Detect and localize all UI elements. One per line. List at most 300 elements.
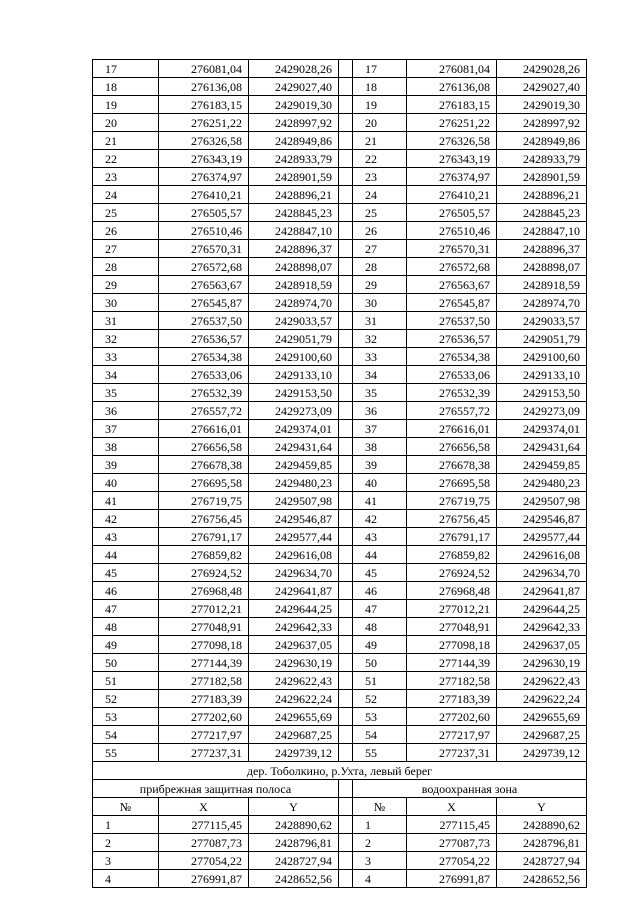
coord-x: 276572,68: [159, 258, 249, 276]
coordinates-document: [92, 59, 586, 888]
coord-y: 2429616,08: [497, 546, 587, 564]
point-number: 37: [93, 420, 159, 438]
coord-x: 276536,57: [159, 330, 249, 348]
header-number-right: №: [353, 798, 407, 816]
column-gap: [339, 636, 353, 654]
column-gap: [339, 222, 353, 240]
table-row: [93, 672, 587, 690]
table-row: [93, 582, 587, 600]
column-gap: [339, 618, 353, 636]
column-gap: [339, 384, 353, 402]
table-row: [93, 204, 587, 222]
table-row: [93, 222, 587, 240]
point-number: 36: [353, 402, 407, 420]
point-number: 44: [353, 546, 407, 564]
column-gap: [339, 348, 353, 366]
coord-y: 2428896,37: [497, 240, 587, 258]
point-number: 22: [93, 150, 159, 168]
coord-y: 2428997,92: [249, 114, 339, 132]
coord-x: 276505,57: [159, 204, 249, 222]
coord-y: 2429622,24: [497, 690, 587, 708]
column-gap: [339, 312, 353, 330]
coord-x: 277012,21: [407, 600, 497, 618]
top-rows: [93, 60, 587, 762]
point-number: 54: [93, 726, 159, 744]
column-gap: [339, 204, 353, 222]
point-number: 45: [93, 564, 159, 582]
table-row: [93, 834, 587, 852]
table-row: [93, 816, 587, 834]
column-gap: [339, 366, 353, 384]
coord-x: 276616,01: [159, 420, 249, 438]
coord-x: 276537,50: [407, 312, 497, 330]
point-number: 51: [353, 672, 407, 690]
coord-y: 2429507,98: [249, 492, 339, 510]
coord-x: 276081,04: [159, 60, 249, 78]
point-number: 21: [93, 132, 159, 150]
coord-y: 2429687,25: [497, 726, 587, 744]
coord-x: 276081,04: [407, 60, 497, 78]
column-gap: [339, 402, 353, 420]
coord-x: 277237,31: [159, 744, 249, 762]
left-subtitle: прибрежная защитная полоса: [93, 780, 339, 798]
coord-y: 2428949,86: [249, 132, 339, 150]
coord-y: 2429153,50: [497, 384, 587, 402]
coord-x: 276326,58: [159, 132, 249, 150]
point-number: 46: [93, 582, 159, 600]
column-gap: [339, 744, 353, 762]
point-number: 29: [93, 276, 159, 294]
coord-y: 2429739,12: [249, 744, 339, 762]
table-row: [93, 654, 587, 672]
coord-y: 2428796,81: [497, 834, 587, 852]
coord-y: 2429459,85: [249, 456, 339, 474]
subtitle-row: [93, 780, 587, 798]
point-number: 35: [93, 384, 159, 402]
coord-x: 276510,46: [159, 222, 249, 240]
section-title-row: [93, 762, 587, 780]
coord-y: 2429642,33: [497, 618, 587, 636]
coord-x: 276536,57: [407, 330, 497, 348]
coord-x: 276924,52: [407, 564, 497, 582]
point-number: 33: [93, 348, 159, 366]
coord-x: 277098,18: [159, 636, 249, 654]
coord-x: 276545,87: [407, 294, 497, 312]
point-number: 4: [353, 870, 407, 888]
point-number: 3: [353, 852, 407, 870]
coord-y: 2428974,70: [497, 294, 587, 312]
column-gap: [339, 240, 353, 258]
point-number: 44: [93, 546, 159, 564]
table-row: [93, 456, 587, 474]
column-gap: [339, 726, 353, 744]
coord-y: 2429739,12: [497, 744, 587, 762]
point-number: 28: [93, 258, 159, 276]
coord-x: 277048,91: [407, 618, 497, 636]
point-number: 40: [353, 474, 407, 492]
coord-y: 2428896,37: [249, 240, 339, 258]
coord-y: 2429644,25: [497, 600, 587, 618]
coord-y: 2428997,92: [497, 114, 587, 132]
coord-y: 2429019,30: [249, 96, 339, 114]
point-number: 52: [353, 690, 407, 708]
coord-y: 2429028,26: [497, 60, 587, 78]
coord-y: 2429634,70: [497, 564, 587, 582]
point-number: 23: [93, 168, 159, 186]
point-number: 43: [93, 528, 159, 546]
point-number: 31: [353, 312, 407, 330]
coord-y: 2429133,10: [249, 366, 339, 384]
section-title: дер. Тоболкино, р.Ухта, левый берег: [93, 762, 587, 780]
point-number: 55: [93, 744, 159, 762]
table-row: [93, 258, 587, 276]
point-number: 47: [353, 600, 407, 618]
column-gap: [339, 132, 353, 150]
coord-y: 2429655,69: [497, 708, 587, 726]
coord-x: 276791,17: [159, 528, 249, 546]
coord-y: 2429655,69: [249, 708, 339, 726]
coord-x: 277217,97: [159, 726, 249, 744]
coord-y: 2429630,19: [249, 654, 339, 672]
point-number: 18: [353, 78, 407, 96]
coord-x: 276859,82: [407, 546, 497, 564]
column-gap: [339, 60, 353, 78]
coord-x: 276991,87: [407, 870, 497, 888]
coord-y: 2429622,43: [249, 672, 339, 690]
point-number: 49: [353, 636, 407, 654]
coord-y: 2429616,08: [249, 546, 339, 564]
coord-y: 2428890,62: [249, 816, 339, 834]
coord-y: 2428845,23: [497, 204, 587, 222]
coord-y: 2429577,44: [497, 528, 587, 546]
column-gap: [339, 528, 353, 546]
point-number: 40: [93, 474, 159, 492]
point-number: 24: [353, 186, 407, 204]
coord-x: 276991,87: [159, 870, 249, 888]
column-gap: [339, 168, 353, 186]
coord-y: 2428727,94: [249, 852, 339, 870]
point-number: 52: [93, 690, 159, 708]
coord-x: 276678,38: [159, 456, 249, 474]
column-gap: [339, 546, 353, 564]
point-number: 32: [93, 330, 159, 348]
coord-y: 2428845,23: [249, 204, 339, 222]
table-row: [93, 438, 587, 456]
coord-y: 2429374,01: [497, 420, 587, 438]
point-number: 33: [353, 348, 407, 366]
point-number: 1: [93, 816, 159, 834]
coord-y: 2429273,09: [249, 402, 339, 420]
coord-x: 276251,22: [159, 114, 249, 132]
point-number: 30: [93, 294, 159, 312]
point-number: 2: [93, 834, 159, 852]
point-number: 53: [353, 708, 407, 726]
point-number: 28: [353, 258, 407, 276]
coord-y: 2428933,79: [497, 150, 587, 168]
coord-y: 2428847,10: [497, 222, 587, 240]
column-gap: [339, 798, 353, 816]
coord-y: 2428898,07: [249, 258, 339, 276]
coord-x: 276924,52: [159, 564, 249, 582]
table-row: [93, 240, 587, 258]
point-number: 36: [93, 402, 159, 420]
table-row: [93, 726, 587, 744]
table-row: [93, 366, 587, 384]
point-number: 55: [353, 744, 407, 762]
point-number: 39: [353, 456, 407, 474]
coordinates-table: [92, 59, 587, 888]
coord-x: 276616,01: [407, 420, 497, 438]
point-number: 54: [353, 726, 407, 744]
point-number: 2: [353, 834, 407, 852]
column-gap: [339, 780, 353, 798]
column-gap: [339, 690, 353, 708]
coord-x: 277087,73: [407, 834, 497, 852]
coord-y: 2429133,10: [497, 366, 587, 384]
coord-x: 276326,58: [407, 132, 497, 150]
coord-y: 2429273,09: [497, 402, 587, 420]
coord-y: 2429019,30: [497, 96, 587, 114]
point-number: 41: [93, 492, 159, 510]
point-number: 51: [93, 672, 159, 690]
table-row: [93, 132, 587, 150]
coord-x: 277054,22: [159, 852, 249, 870]
point-number: 22: [353, 150, 407, 168]
column-gap: [339, 276, 353, 294]
column-gap: [339, 672, 353, 690]
coord-x: 276678,38: [407, 456, 497, 474]
coord-y: 2428901,59: [497, 168, 587, 186]
coord-y: 2428727,94: [497, 852, 587, 870]
header-y-left: Y: [249, 798, 339, 816]
coord-y: 2429028,26: [249, 60, 339, 78]
column-gap: [339, 150, 353, 168]
table-row: [93, 420, 587, 438]
table-row: [93, 870, 587, 888]
table-row: [93, 546, 587, 564]
point-number: 19: [353, 96, 407, 114]
table-row: [93, 60, 587, 78]
coord-x: 276537,50: [159, 312, 249, 330]
table-row: [93, 402, 587, 420]
coord-y: 2428652,56: [497, 870, 587, 888]
coord-y: 2428949,86: [497, 132, 587, 150]
point-number: 39: [93, 456, 159, 474]
coord-y: 2429644,25: [249, 600, 339, 618]
coord-x: 276532,39: [159, 384, 249, 402]
coord-y: 2428918,59: [497, 276, 587, 294]
column-gap: [339, 852, 353, 870]
coord-x: 276534,38: [159, 348, 249, 366]
table-row: [93, 492, 587, 510]
column-gap: [339, 582, 353, 600]
coord-y: 2429546,87: [497, 510, 587, 528]
point-number: 26: [353, 222, 407, 240]
point-number: 42: [353, 510, 407, 528]
coord-x: 276719,75: [407, 492, 497, 510]
coord-y: 2428896,21: [249, 186, 339, 204]
column-gap: [339, 258, 353, 276]
coord-y: 2429634,70: [249, 564, 339, 582]
point-number: 25: [93, 204, 159, 222]
coord-y: 2429033,57: [249, 312, 339, 330]
point-number: 31: [93, 312, 159, 330]
point-number: 30: [353, 294, 407, 312]
coord-x: 277048,91: [159, 618, 249, 636]
coord-y: 2429459,85: [497, 456, 587, 474]
point-number: 27: [353, 240, 407, 258]
table-row: [93, 384, 587, 402]
coord-y: 2429642,33: [249, 618, 339, 636]
coord-y: 2429051,79: [249, 330, 339, 348]
coord-x: 276570,31: [159, 240, 249, 258]
column-gap: [339, 420, 353, 438]
coord-y: 2429027,40: [497, 78, 587, 96]
coord-x: 276136,08: [159, 78, 249, 96]
point-number: 19: [93, 96, 159, 114]
coord-x: 277144,39: [407, 654, 497, 672]
coord-x: 276410,21: [159, 186, 249, 204]
table-row: [93, 744, 587, 762]
point-number: 20: [93, 114, 159, 132]
coord-x: 276136,08: [407, 78, 497, 96]
coord-y: 2428896,21: [497, 186, 587, 204]
point-number: 21: [353, 132, 407, 150]
coord-x: 276563,67: [159, 276, 249, 294]
column-gap: [339, 474, 353, 492]
header-x-right: X: [407, 798, 497, 816]
coord-x: 277144,39: [159, 654, 249, 672]
coord-x: 276183,15: [407, 96, 497, 114]
coord-x: 276343,19: [407, 150, 497, 168]
coord-x: 276532,39: [407, 384, 497, 402]
coord-x: 276534,38: [407, 348, 497, 366]
table-row: [93, 186, 587, 204]
point-number: 41: [353, 492, 407, 510]
point-number: 17: [353, 60, 407, 78]
coord-y: 2428796,81: [249, 834, 339, 852]
coord-x: 276756,45: [407, 510, 497, 528]
coord-x: 276251,22: [407, 114, 497, 132]
table-row: [93, 528, 587, 546]
coord-x: 276374,97: [159, 168, 249, 186]
table-row: [93, 78, 587, 96]
column-gap: [339, 600, 353, 618]
coord-x: 276557,72: [159, 402, 249, 420]
coord-x: 276533,06: [407, 366, 497, 384]
coord-x: 276756,45: [159, 510, 249, 528]
column-gap: [339, 96, 353, 114]
column-gap: [339, 870, 353, 888]
coord-y: 2428918,59: [249, 276, 339, 294]
coord-x: 277012,21: [159, 600, 249, 618]
coord-x: 276791,17: [407, 528, 497, 546]
coord-x: 277183,39: [159, 690, 249, 708]
coord-y: 2429507,98: [497, 492, 587, 510]
column-gap: [339, 708, 353, 726]
coord-x: 276510,46: [407, 222, 497, 240]
coord-x: 276343,19: [159, 150, 249, 168]
coord-x: 276656,58: [407, 438, 497, 456]
coord-x: 277098,18: [407, 636, 497, 654]
coord-x: 276656,58: [159, 438, 249, 456]
coord-x: 276695,58: [407, 474, 497, 492]
coord-y: 2428847,10: [249, 222, 339, 240]
column-gap: [339, 492, 353, 510]
coord-y: 2429637,05: [249, 636, 339, 654]
column-gap: [339, 510, 353, 528]
table-row: [93, 474, 587, 492]
coord-y: 2429637,05: [497, 636, 587, 654]
point-number: 34: [93, 366, 159, 384]
point-number: 17: [93, 60, 159, 78]
point-number: 3: [93, 852, 159, 870]
coord-y: 2429622,43: [497, 672, 587, 690]
table-row: [93, 312, 587, 330]
coord-x: 277054,22: [407, 852, 497, 870]
point-number: 1: [353, 816, 407, 834]
header-x-left: X: [159, 798, 249, 816]
coord-y: 2428933,79: [249, 150, 339, 168]
point-number: 47: [93, 600, 159, 618]
table-row: [93, 348, 587, 366]
point-number: 43: [353, 528, 407, 546]
coord-x: 276563,67: [407, 276, 497, 294]
point-number: 49: [93, 636, 159, 654]
point-number: 34: [353, 366, 407, 384]
point-number: 35: [353, 384, 407, 402]
coord-x: 277237,31: [407, 744, 497, 762]
coord-x: 276572,68: [407, 258, 497, 276]
table-row: [93, 150, 587, 168]
column-gap: [339, 456, 353, 474]
coord-x: 277202,60: [407, 708, 497, 726]
column-gap: [339, 294, 353, 312]
coord-x: 276859,82: [159, 546, 249, 564]
point-number: 23: [353, 168, 407, 186]
coord-y: 2429641,87: [497, 582, 587, 600]
point-number: 18: [93, 78, 159, 96]
column-gap: [339, 438, 353, 456]
point-number: 4: [93, 870, 159, 888]
coord-y: 2429100,60: [249, 348, 339, 366]
coord-y: 2429577,44: [249, 528, 339, 546]
point-number: 29: [353, 276, 407, 294]
coord-x: 276968,48: [159, 582, 249, 600]
column-gap: [339, 114, 353, 132]
column-gap: [339, 564, 353, 582]
coord-x: 276183,15: [159, 96, 249, 114]
column-gap: [339, 654, 353, 672]
table-row: [93, 294, 587, 312]
table-row: [93, 330, 587, 348]
point-number: 48: [353, 618, 407, 636]
coord-x: 276505,57: [407, 204, 497, 222]
point-number: 26: [93, 222, 159, 240]
right-subtitle: водоохранная зона: [353, 780, 587, 798]
coord-y: 2429480,23: [497, 474, 587, 492]
table-row: [93, 852, 587, 870]
coord-y: 2428901,59: [249, 168, 339, 186]
coord-x: 277182,58: [159, 672, 249, 690]
table-row: [93, 276, 587, 294]
column-gap: [339, 330, 353, 348]
coord-y: 2429431,64: [497, 438, 587, 456]
coord-y: 2429480,23: [249, 474, 339, 492]
header-number-left: №: [93, 798, 159, 816]
coord-x: 277202,60: [159, 708, 249, 726]
column-gap: [339, 834, 353, 852]
